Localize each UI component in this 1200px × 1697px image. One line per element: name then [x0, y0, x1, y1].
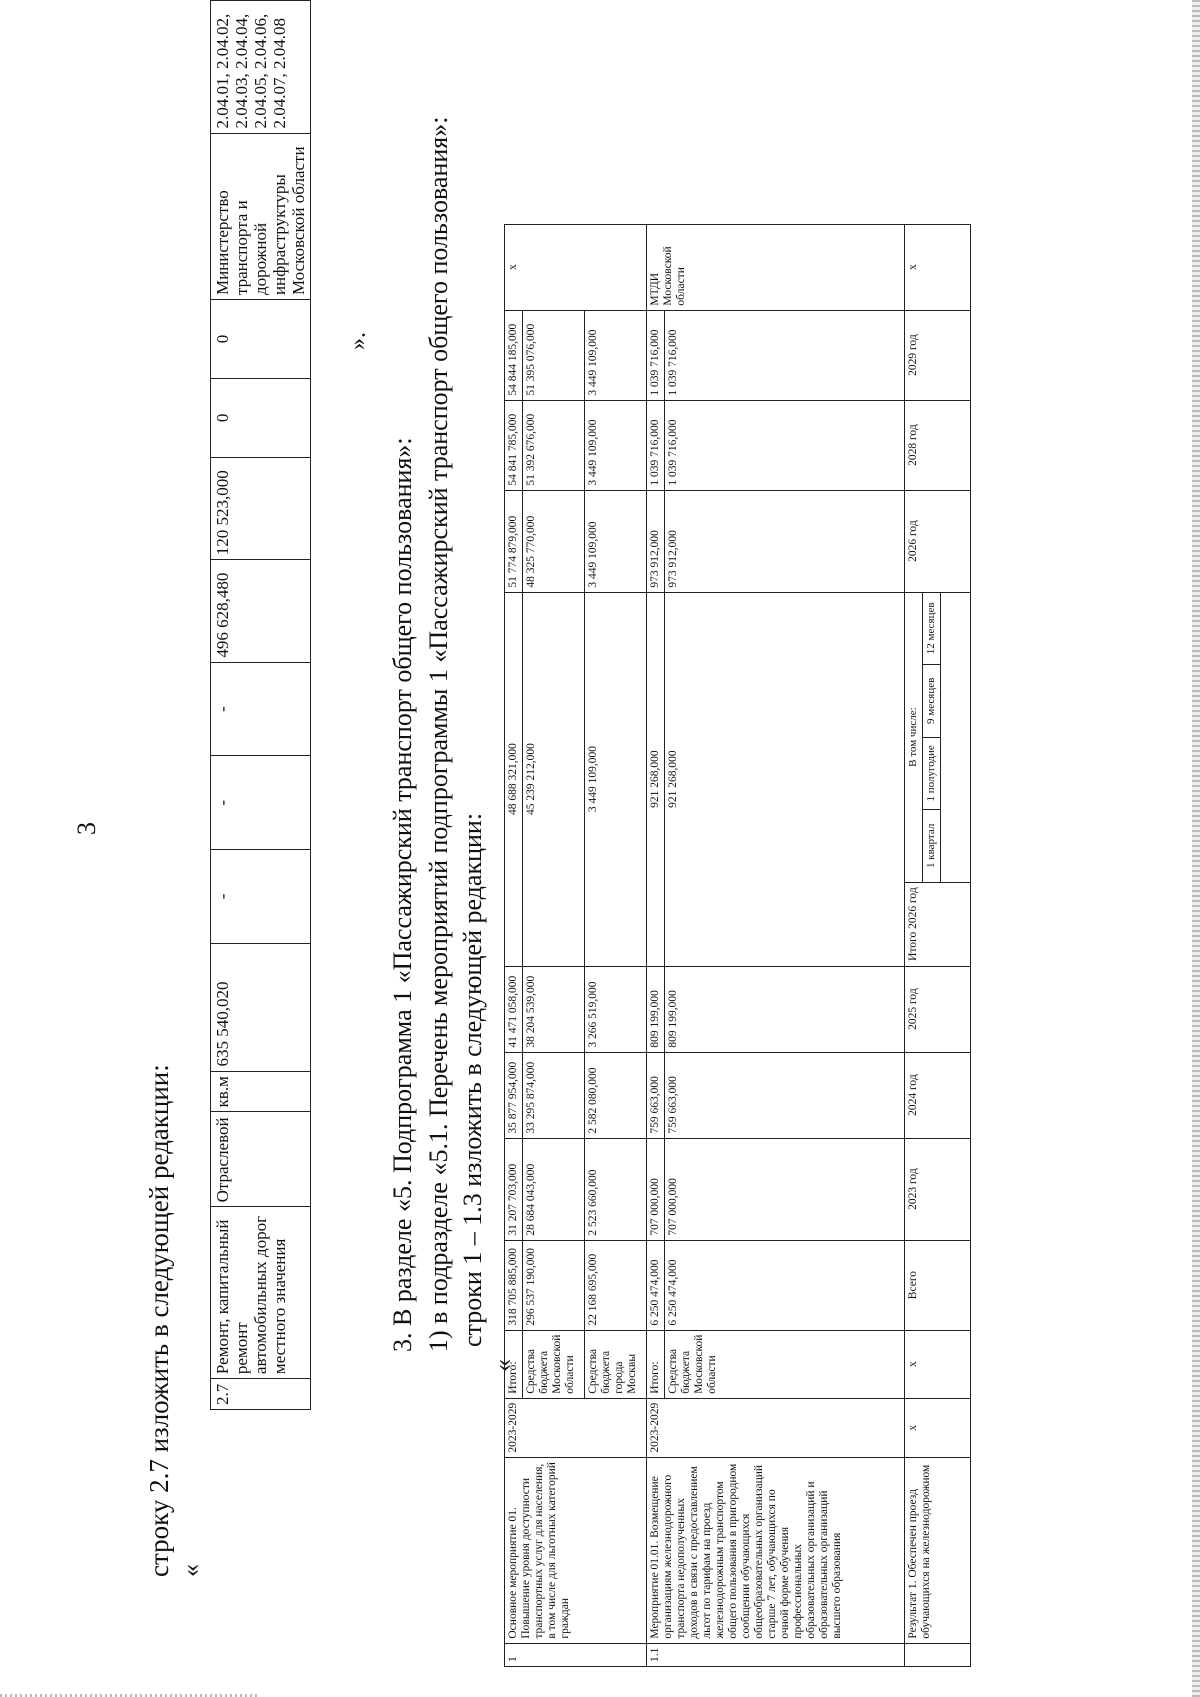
row-1-total-2028: 54 841 785,000 — [505, 400, 523, 490]
row-2-7-v6: 120 523,000 — [211, 457, 311, 559]
table-row — [647, 224, 665, 1666]
row-1-1-num: 1.1 — [647, 1643, 905, 1666]
row-1-1-total-2024: 759 663,000 — [647, 1052, 665, 1138]
intro-open-quote: « — [176, 1564, 205, 1577]
row-1-1-mo-2027: 973 912,000 — [665, 490, 905, 592]
row-1-1-mo-2025: 809 199,000 — [665, 966, 905, 1052]
row-1-msk-2027: 3 449 109,000 — [585, 490, 647, 592]
row-1-total-2026: 48 688 321,000 — [505, 592, 523, 966]
row-1-responsible: x — [505, 224, 647, 310]
row-1-1-total-2026: 921 268,000 — [647, 592, 665, 966]
table-row — [905, 224, 923, 1666]
row-1-total-sum: 318 705 885,000 — [505, 1240, 523, 1330]
row-1-1-total-2025: 809 199,000 — [647, 966, 665, 1052]
row-2-7-responsible: Министерство транспорта и дорожной инфраструктуры Московской области — [211, 133, 311, 300]
row-1-1-mo-2026: 921 268,000 — [665, 592, 905, 966]
row-1-1-mo-sum: 6 250 474,000 — [665, 1240, 905, 1330]
row-1-2-header-itogo-2026: Итого 2026 год — [905, 882, 971, 966]
table-row — [505, 224, 523, 1666]
row-1-1-name: Мероприятие 01.01. Возмещение организациям железнодорожного транспорта недополученных доходов в связи с предоставлением льгот по тарифам на проезд железнодорожным транспортом общего пользования в пригородном сообщении обучающихся общеобразовательных организаций старше 7 лет, обучающихся по очной форме обучения профессиональных образовательных организаций и образовательных организаций высшего образования — [647, 1457, 905, 1643]
intro-line: строку 2.7 изложить в следующей редакции: — [144, 1064, 174, 1577]
row-1-2-header-2023: 2023 год — [905, 1138, 971, 1240]
row-1-1-mo-2029: 1 039 716,000 — [665, 310, 905, 400]
row-1-mo-2028: 51 392 676,000 — [523, 400, 585, 490]
row-1-2-c3: x — [905, 1330, 971, 1398]
row-1-2-header-2025: 2025 год — [905, 966, 971, 1052]
row-1-2-q4: 12 месяцев — [925, 602, 937, 655]
row-2-7-num: 2.7 — [211, 1379, 311, 1410]
row-1-2-total-header: Всего — [905, 1240, 971, 1330]
row-1-msk-2025: 3 266 519,000 — [585, 966, 647, 1052]
row-1-2-quarters-values — [941, 592, 971, 882]
row-1-1-period: 2023-2029 — [647, 1398, 905, 1457]
row-2-7-v1: 635 540,020 — [211, 943, 311, 1071]
section-line-2: 1) в подразделе «5.1. Перечень мероприятий подпрограммы 1 «Пассажирский транспорт общего пользования»: — [424, 116, 453, 1352]
row-1-mo-2023: 28 684 043,000 — [523, 1138, 585, 1240]
row-1-total-2029: 54 844 185,000 — [505, 310, 523, 400]
row-1-num: 1 — [505, 1643, 647, 1666]
row-2-7-unit: кв.м — [211, 1071, 311, 1112]
row-1-msk-2029: 3 449 109,000 — [585, 310, 647, 400]
row-1-1-total-2027: 973 912,000 — [647, 490, 665, 592]
row-1-msk-2028: 3 449 109,000 — [585, 400, 647, 490]
row-1-name: Основное мероприятие 01. Повышение уровня доступности транспортных услуг для населения, в том числе для льготных категорий граждан — [505, 1457, 647, 1643]
row-1-period: 2023-2029 — [505, 1398, 647, 1457]
row-2-7-codes: 2.04.01, 2.04.02, 2.04.03, 2.04.04, 2.04.05, 2.04.06, 2.04.07, 2.04.08 — [211, 1, 311, 134]
row-1-1-responsible: МТДИ Московской области — [647, 224, 905, 310]
row-1-mo-2029: 51 395 076,000 — [523, 310, 585, 400]
row-1-1-mo-2023: 707 000,000 — [665, 1138, 905, 1240]
row-1-1-total-2028: 1 039 716,000 — [647, 400, 665, 490]
row-1-msk-source: Средства бюджета города Москвы — [585, 1330, 647, 1398]
row-1-2-name: Результат 1. Обеспечен проезд обучающихся на железнодорожном — [905, 1457, 971, 1643]
row-1-2-num — [905, 1643, 971, 1666]
row-1-2-header-2026: 2026 год — [905, 490, 971, 592]
row-1-1-total-2023: 707 000,000 — [647, 1138, 665, 1240]
row-1-2-q2: 1 полугодие — [923, 737, 940, 810]
row-1-mo-2027: 48 325 770,000 — [523, 490, 585, 592]
row-1-1-mo-2028: 1 039 716,000 — [665, 400, 905, 490]
row-2-7-v8: 0 — [211, 300, 311, 379]
row-1-msk-2024: 2 582 080,000 — [585, 1052, 647, 1138]
row-1-total-source: Итого: — [505, 1330, 523, 1398]
row-1-msk-2023: 2 523 660,000 — [585, 1138, 647, 1240]
row-1-mo-2026: 45 239 212,000 — [523, 592, 585, 966]
row-1-2-header-2029: 2029 год — [905, 310, 971, 400]
row-1-2-c2: x — [905, 1398, 971, 1457]
row-1-2-header-incl: В том числе: — [905, 592, 923, 882]
measures-table — [504, 224, 971, 1667]
row-1-2-q3: 9 месяцев — [923, 664, 940, 737]
row-1-1-mo-source: Средства бюджета Московской области — [665, 1330, 905, 1398]
row-1-1-mo-2024: 759 663,000 — [665, 1052, 905, 1138]
row-2-7-v7: 0 — [211, 378, 311, 457]
row-1-msk-sum: 22 168 695,000 — [585, 1240, 647, 1330]
row-1-total-2024: 35 877 954,000 — [505, 1052, 523, 1138]
row-2-7-close-quote: ». — [345, 332, 371, 350]
row-1-1-total-2029: 1 039 716,000 — [647, 310, 665, 400]
row-1-total-2023: 31 207 703,000 — [505, 1138, 523, 1240]
section-line-3: строки 1 – 1.3 изложить в следующей редакции: — [458, 812, 487, 1347]
row-1-total-2027: 51 774 879,000 — [505, 490, 523, 592]
row-1-mo-source: Средства бюджета Московской области — [523, 1330, 585, 1398]
row-2-7-v4: - — [211, 662, 311, 756]
row-1-msk-2026: 3 449 109,000 — [585, 592, 647, 966]
row-2-7-v5: 496 628,480 — [211, 560, 311, 662]
row-1-1-total-source: Итого: — [647, 1330, 665, 1398]
row-1-mo-2024: 33 295 874,000 — [523, 1052, 585, 1138]
row-1-2-q1: 1 квартал — [923, 809, 940, 882]
row-2-7-v3: - — [211, 756, 311, 850]
row-2-7-name: Ремонт, капитальный ремонт автомобильных дорог местного значения — [211, 1207, 311, 1379]
row-1-total-2025: 41 471 058,000 — [505, 966, 523, 1052]
row-1-2-responsible: x — [905, 224, 971, 310]
row-1-mo-2025: 38 204 539,000 — [523, 966, 585, 1052]
row-1-mo-sum: 296 537 190,000 — [523, 1240, 585, 1330]
row-1-2-quarters — [923, 592, 941, 882]
row-1-1-total-sum: 6 250 474,000 — [647, 1240, 665, 1330]
row-2-7-type: Отраслевой — [211, 1112, 311, 1207]
row-2-7-v2: - — [211, 850, 311, 944]
section-line-1: 3. В разделе «5. Подпрограмма 1 «Пассажирский транспорт общего пользования»: — [388, 437, 417, 1352]
row-1-2-header-2024: 2024 год — [905, 1052, 971, 1138]
page-number: 3 — [72, 822, 101, 835]
row-2-7-table — [210, 0, 311, 1410]
row-1-2-header-2028: 2028 год — [905, 400, 971, 490]
section-open-quote: « — [488, 1359, 517, 1372]
